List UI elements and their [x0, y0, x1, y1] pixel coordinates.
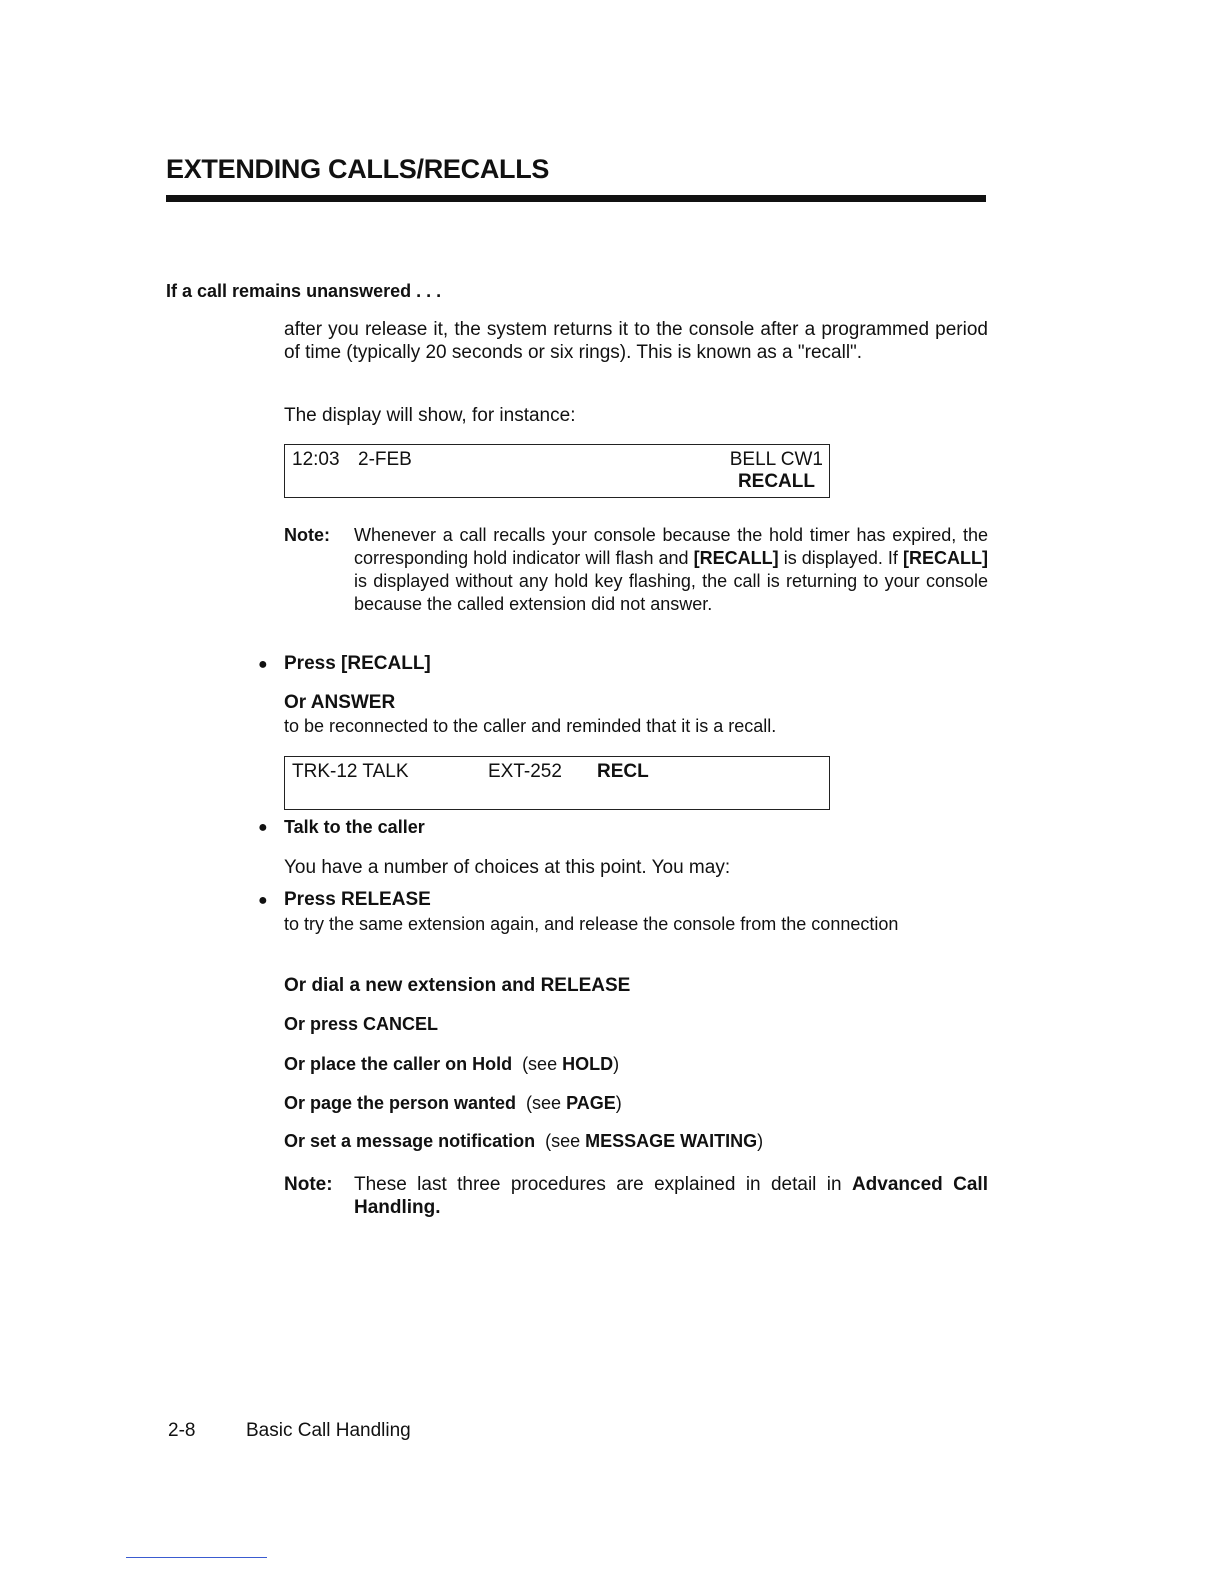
console-display-recall	[284, 444, 830, 498]
bullet: ●	[258, 656, 268, 673]
step-recall-description: to be reconnected to the caller and reminded that it is a recall.	[284, 716, 777, 736]
section-heading: If a call remains unanswered . . .	[166, 281, 442, 301]
step-talk-to-caller: Talk to the caller	[284, 817, 425, 837]
display-intro: The display will show, for instance:	[284, 405, 576, 426]
intro-paragraph: after you release it, the system returns it to the console after a programmed period of time (typically 20 seconds or six rings). This is known as a "recall".	[284, 319, 988, 363]
console-display-talk	[284, 756, 830, 810]
note-advanced-handling	[284, 1173, 988, 1223]
option-dial-new-extension: Or dial a new extension and RELEASE	[284, 975, 631, 996]
choices-intro: You have a number of choices at this point. You may:	[284, 857, 731, 878]
note-hold-timer	[284, 524, 988, 644]
page-title: EXTENDING CALLS/RECALLS	[166, 154, 550, 184]
step-or-answer: Or ANSWER	[284, 692, 396, 713]
display-recall-label: RECALL	[737, 471, 815, 492]
title-rule	[166, 195, 986, 202]
page-number: 2-8	[168, 1420, 196, 1441]
display-status: RECL	[597, 761, 649, 782]
bullet: ●	[258, 819, 268, 836]
option-page-person: Or page the person wanted (see PAGE)	[284, 1093, 622, 1113]
display-time: 12:03	[292, 449, 340, 470]
chapter-title: Basic Call Handling	[246, 1420, 411, 1441]
display-extension: EXT-252	[488, 761, 562, 782]
option-message-notification: Or set a message notification (see MESSAGE WAITING)	[284, 1131, 764, 1151]
note-label: Note:	[284, 525, 330, 545]
note-text: Whenever a call recalls your console because the hold timer has expired, the corresponding hold indicator will flash and [RECALL] is displayed. If [RECALL] is displayed without any hold key flashing, the call is returning to your console because the called extension did not answer.	[354, 525, 988, 614]
note-text: These last three procedures are explained in detail in Advanced Call Handling.	[354, 1174, 988, 1218]
option-press-cancel: Or press CANCEL	[284, 1014, 439, 1034]
note-label: Note:	[284, 1174, 333, 1195]
step-press-release: Press RELEASE	[284, 889, 431, 910]
step-release-description: to try the same extension again, and release the console from the connection	[284, 914, 899, 934]
option-place-on-hold: Or place the caller on Hold (see HOLD)	[284, 1054, 620, 1074]
display-trunk: TRK-12 TALK	[292, 761, 409, 782]
display-date: 2-FEB	[358, 449, 412, 470]
display-trunk-label: BELL CW1	[729, 449, 823, 470]
step-press-recall: Press [RECALL]	[284, 653, 431, 674]
bottom-rule	[126, 1557, 267, 1558]
bullet: ●	[258, 892, 268, 909]
